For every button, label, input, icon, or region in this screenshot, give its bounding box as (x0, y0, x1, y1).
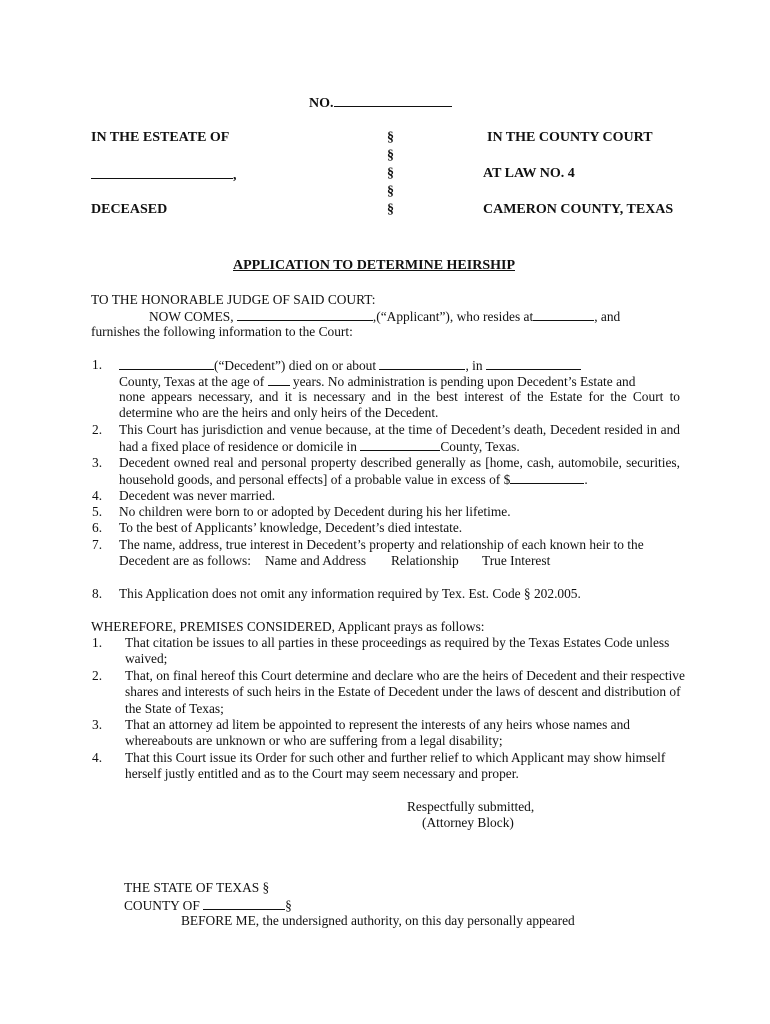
item-number: 2. (92, 422, 103, 437)
law-label: AT LAW NO. 4 (483, 166, 575, 181)
section-mark: § (387, 148, 394, 163)
court-label: IN THE COUNTY COURT (487, 130, 653, 145)
section-mark: § (387, 184, 394, 199)
item-number: 3. (92, 455, 103, 470)
item-1-text-d: years. No administration is pending upon Decedent’s Estate and (289, 374, 636, 389)
item-2-tail: County, Texas. (440, 439, 520, 455)
prayer-number: 1. (92, 635, 103, 650)
item-7-text: The name, address, true interest in Decedent’s property and relationship of each known heir to the (119, 537, 644, 552)
heir-column-interest: True Interest (482, 553, 551, 568)
applicant-name-blank (237, 308, 373, 321)
prayer-text: That an attorney ad litem be appointed to represent the interests of any heirs whose names and whereabouts are unknown or who are suffering from a legal disability; (125, 717, 630, 749)
value-blank (510, 471, 584, 484)
heir-column-name: Name and Address (265, 553, 367, 568)
affidavit-county-blank (203, 897, 285, 910)
item-3-text (119, 455, 680, 489)
intro-now-comes: NOW COMES, (149, 309, 237, 324)
item-8-text: This Application does not omit any information required by Tex. Est. Code § 202.005. (119, 586, 581, 601)
item-number: 6. (92, 520, 103, 535)
residence-blank (533, 308, 594, 321)
item-1-line-2 (119, 373, 635, 390)
intro-line-1 (149, 308, 620, 325)
case-number-label: NO. (309, 96, 334, 111)
item-7-line-2: Decedent are as follows: (119, 553, 251, 568)
decedent-blank (119, 357, 214, 370)
item-number: 5. (92, 504, 103, 519)
item-2-body: This Court has jurisdiction and venue because, at the time of Decedent’s death, Decedent resided in and had a fixed place of residence or domicile in (119, 422, 680, 455)
affidavit-county (124, 897, 292, 914)
item-1-text-b: , in (465, 358, 486, 373)
deceased-label: DECEASED (91, 202, 168, 217)
attorney-block: (Attorney Block) (422, 815, 514, 830)
item-6-text: To the best of Applicants’ knowledge, Decedent’s died intestate. (119, 520, 463, 535)
item-number: 4. (92, 488, 103, 503)
intro-applicant: ,(“Applicant”), who resides at (372, 309, 534, 324)
prayer-text: That, on final hereof this Court determine and declare who are the heirs of Decedent and their respective shares and interests of such heirs in the Estate of Decedent under the laws of descent and distribution of the State of Texas; (125, 668, 685, 716)
case-number (309, 94, 452, 112)
affidavit-county-mark: § (285, 898, 292, 913)
item-number: 7. (92, 537, 103, 552)
item-1-text-a: (“Decedent”) died on or about (214, 358, 380, 373)
section-mark: § (387, 202, 394, 217)
respectfully-submitted: Respectfully submitted, (407, 799, 535, 814)
case-number-blank (334, 94, 452, 107)
affidavit-before: BEFORE ME, the undersigned authority, on this day personally appeared (181, 913, 575, 928)
prayer-number: 3. (92, 717, 103, 732)
prayer-number: 4. (92, 750, 103, 765)
heir-column-relationship: Relationship (391, 553, 459, 568)
affidavit-state: THE STATE OF TEXAS § (124, 880, 270, 895)
affidavit-county-label: COUNTY OF (124, 898, 204, 913)
item-1-line-1 (119, 357, 581, 374)
place-blank (486, 357, 581, 370)
item-4-text: Decedent was never married. (119, 488, 276, 503)
salutation: TO THE HONORABLE JUDGE OF SAID COURT: (91, 292, 376, 307)
estate-label: IN THE ESTEATE OF (91, 130, 230, 145)
item-2-text (119, 422, 680, 456)
intro-and: , and (594, 309, 621, 324)
decedent-name-line: , (91, 166, 237, 184)
prayer-text: That this Court issue its Order for such other and further relief to which Applicant may show himself herself justly entitled and as to the Court may seem necessary and proper. (125, 750, 666, 782)
section-mark: § (387, 130, 394, 145)
age-blank (268, 373, 290, 386)
item-3-body: Decedent owned real and personal property described generally as [home, cash, automobile, securities, household goods, and personal effects] of a probable value in excess of $ (119, 455, 680, 488)
item-5-text: No children were born to or adopted by Decedent during his her lifetime. (119, 504, 511, 519)
date-of-death-blank (379, 357, 465, 370)
item-number: 8. (92, 586, 103, 601)
county-blank (360, 438, 440, 451)
county-label: CAMERON COUNTY, TEXAS (483, 202, 674, 217)
item-1-text-c: County, Texas at the age of (119, 374, 268, 389)
prayer-text: That citation be issues to all parties in these proceedings as required by the Texas Estates Code unless waived; (125, 635, 670, 667)
document-title: APPLICATION TO DETERMINE HEIRSHIP (233, 258, 515, 273)
item-number: 1. (92, 357, 103, 372)
item-1-rest: none appears necessary, and it is necessary and in the best interest of the Estate for the Court to determine who are the heirs and only heirs of the Decedent. (119, 389, 680, 421)
item-3-tail: . (584, 472, 588, 488)
intro-line-2: furnishes the following information to the Court: (91, 324, 353, 339)
decedent-name-blank (91, 166, 233, 179)
prayer-number: 2. (92, 668, 103, 683)
wherefore-heading: WHEREFORE, PREMISES CONSIDERED, Applicant prays as follows: (91, 619, 485, 634)
section-mark: § (387, 166, 394, 181)
